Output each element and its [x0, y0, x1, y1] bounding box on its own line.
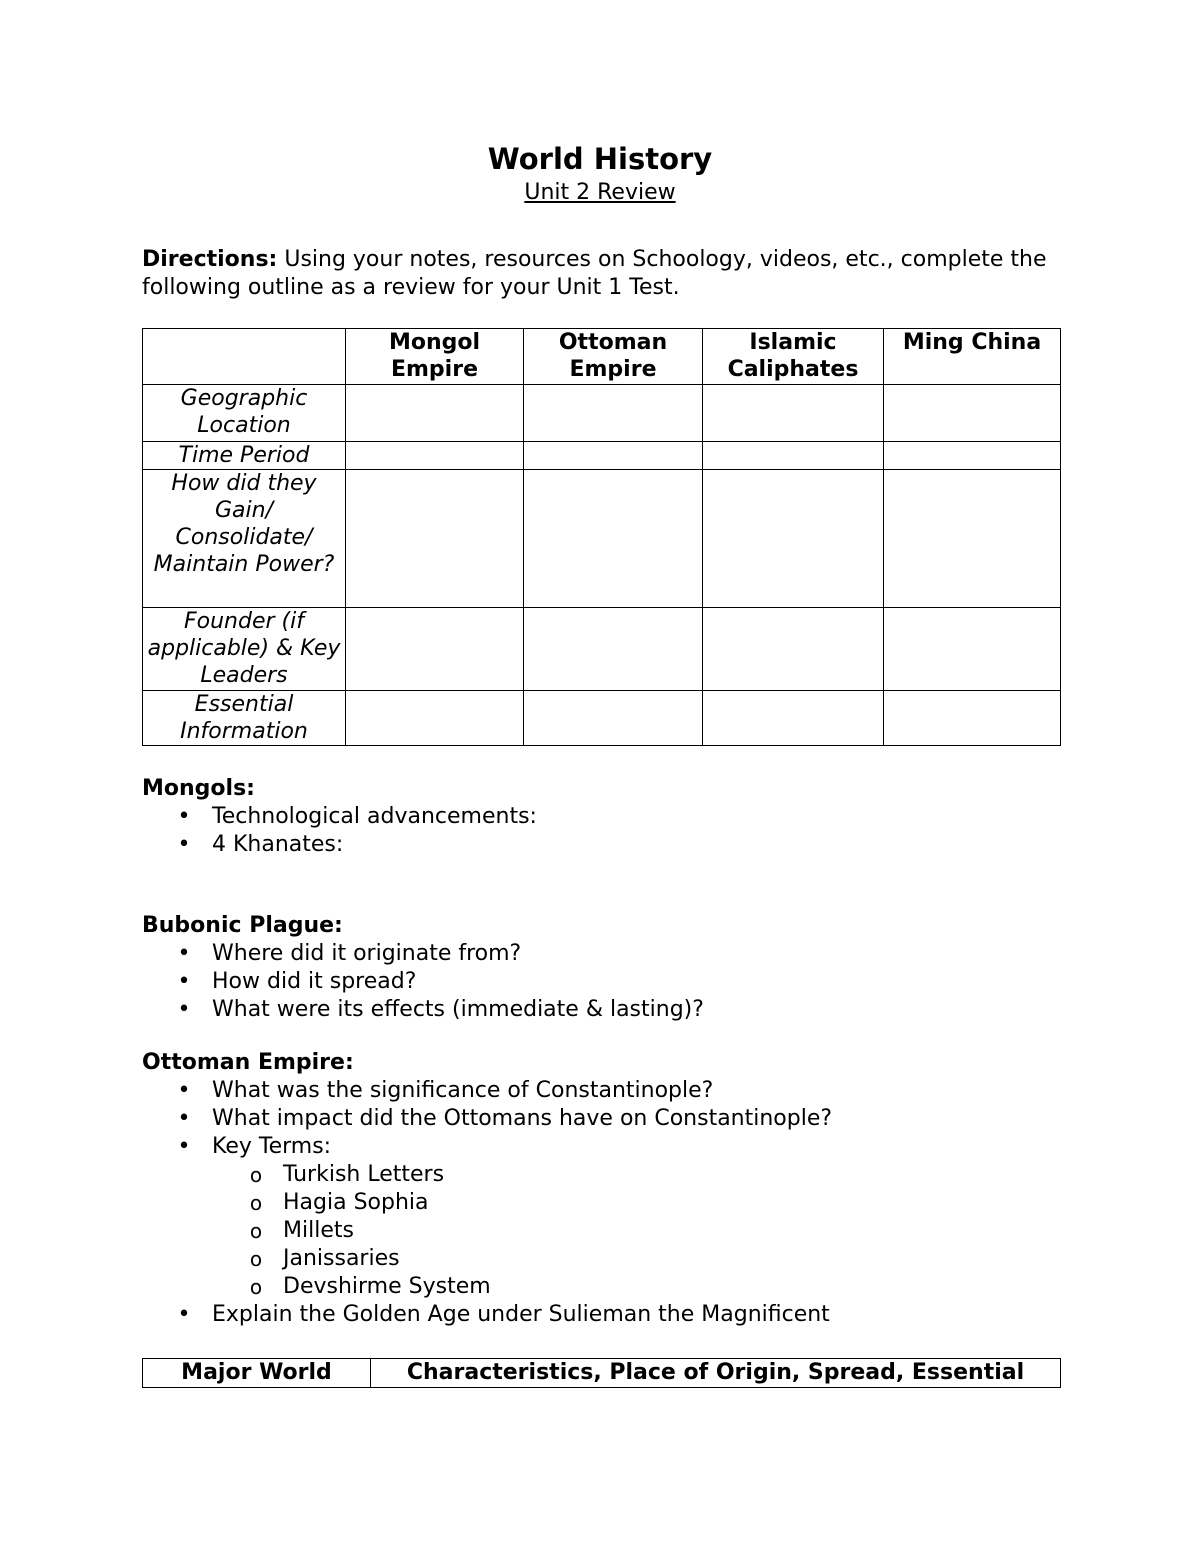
answer-cell[interactable] [346, 470, 524, 608]
key-term-text: Turkish Letters [283, 1162, 445, 1187]
list-item [142, 831, 1072, 859]
list-item [142, 803, 1072, 831]
bullet-icon: • [177, 1106, 191, 1131]
answer-cell[interactable] [524, 442, 703, 470]
key-term-item [142, 1217, 1072, 1245]
ottoman-list [142, 1077, 1072, 1329]
list-item [142, 1077, 1072, 1105]
list-item-text: What were its effects (immediate & lasting)? [212, 997, 704, 1022]
list-item [142, 1133, 1072, 1161]
answer-cell[interactable] [703, 608, 884, 691]
key-term-item [142, 1245, 1072, 1273]
table-header-row [143, 329, 1061, 385]
key-term-item [142, 1161, 1072, 1189]
answer-cell[interactable] [703, 691, 884, 746]
bullet-icon: • [177, 1078, 191, 1103]
header-cell-blank [143, 329, 346, 385]
row-label-power: How did they Gain/ Consolidate/ Maintain Power? [143, 470, 346, 608]
circle-bullet-icon: o [249, 1275, 263, 1299]
key-term-text: Janissaries [283, 1246, 400, 1271]
answer-cell[interactable] [524, 691, 703, 746]
answer-cell[interactable] [524, 470, 703, 608]
circle-bullet-icon: o [249, 1191, 263, 1215]
list-item [142, 940, 1072, 968]
key-term-item [142, 1189, 1072, 1217]
plague-list [142, 940, 1072, 1024]
bullet-icon: • [177, 941, 191, 966]
circle-bullet-icon: o [249, 1163, 263, 1187]
list-item [142, 1301, 1072, 1329]
answer-cell[interactable] [884, 691, 1061, 746]
directions-text: Using your notes, resources on Schoology, videos, etc., complete the following outline as a review for your Unit 1 Test. [142, 247, 1047, 300]
list-item-text: Key Terms: [212, 1134, 332, 1159]
answer-cell[interactable] [346, 442, 524, 470]
answer-cell[interactable] [703, 385, 884, 442]
empire-comparison-table [142, 328, 1061, 746]
list-item-text: Explain the Golden Age under Sulieman the Magnificent [212, 1302, 830, 1327]
table-row [143, 608, 1061, 691]
table-row [143, 442, 1061, 470]
header-cell-ottoman: Ottoman Empire [524, 329, 703, 385]
plague-heading: Bubonic Plague: [142, 913, 343, 938]
mongols-list [142, 803, 1072, 859]
header-cell-islamic: Islamic Caliphates [703, 329, 884, 385]
table-header-row [143, 1359, 1061, 1388]
page-subtitle: Unit 2 Review [524, 180, 676, 205]
directions-label: Directions: [142, 247, 278, 272]
bullet-icon: • [177, 997, 191, 1022]
list-item-text: What was the significance of Constantinople? [212, 1078, 714, 1103]
bullet-icon: • [177, 804, 191, 829]
ottoman-section [142, 1049, 1072, 1329]
key-term-text: Devshirme System [283, 1274, 491, 1299]
row-label-location: Geographic Location [143, 385, 346, 442]
row-label-founder: Founder (if applicable) & Key Leaders [143, 608, 346, 691]
answer-cell[interactable] [346, 385, 524, 442]
answer-cell[interactable] [884, 470, 1061, 608]
bullet-icon: • [177, 1302, 191, 1327]
list-item-text: What impact did the Ottomans have on Constantinople? [212, 1106, 833, 1131]
directions-paragraph [142, 246, 1072, 302]
table-row [143, 385, 1061, 442]
circle-bullet-icon: o [249, 1219, 263, 1243]
list-item-text: Where did it originate from? [212, 941, 522, 966]
key-term-text: Millets [283, 1218, 354, 1243]
list-item [142, 1105, 1072, 1133]
answer-cell[interactable] [703, 470, 884, 608]
circle-bullet-icon: o [249, 1247, 263, 1271]
row-label-time-period: Time Period [143, 442, 346, 470]
row-label-essential: Essential Information [143, 691, 346, 746]
key-term-text: Hagia Sophia [283, 1190, 429, 1215]
answer-cell[interactable] [346, 691, 524, 746]
answer-cell[interactable] [346, 608, 524, 691]
list-item-text: Technological advancements: [212, 804, 537, 829]
answer-cell[interactable] [884, 608, 1061, 691]
table-row [143, 691, 1061, 746]
answer-cell[interactable] [884, 385, 1061, 442]
mongols-section [142, 775, 1072, 859]
religions-table [142, 1358, 1061, 1388]
bullet-icon: • [177, 969, 191, 994]
answer-cell[interactable] [884, 442, 1061, 470]
header-cell-ming: Ming China [884, 329, 1061, 385]
list-item [142, 996, 1072, 1024]
mongols-heading: Mongols: [142, 776, 255, 801]
list-item [142, 968, 1072, 996]
table-row [143, 470, 1061, 608]
answer-cell[interactable] [524, 608, 703, 691]
page-title: World History [487, 142, 713, 176]
header-cell-characteristics: Characteristics, Place of Origin, Spread, Essential [371, 1359, 1061, 1388]
bullet-icon: • [177, 1134, 191, 1159]
answer-cell[interactable] [703, 442, 884, 470]
plague-section [142, 912, 1072, 1024]
ottoman-heading: Ottoman Empire: [142, 1050, 354, 1075]
bullet-icon: • [177, 832, 191, 857]
key-term-item [142, 1273, 1072, 1301]
answer-cell[interactable] [524, 385, 703, 442]
header-cell-religion: Major World [143, 1359, 371, 1388]
list-item-text: How did it spread? [212, 969, 417, 994]
header-cell-mongol: Mongol Empire [346, 329, 524, 385]
list-item-text: 4 Khanates: [212, 832, 344, 857]
